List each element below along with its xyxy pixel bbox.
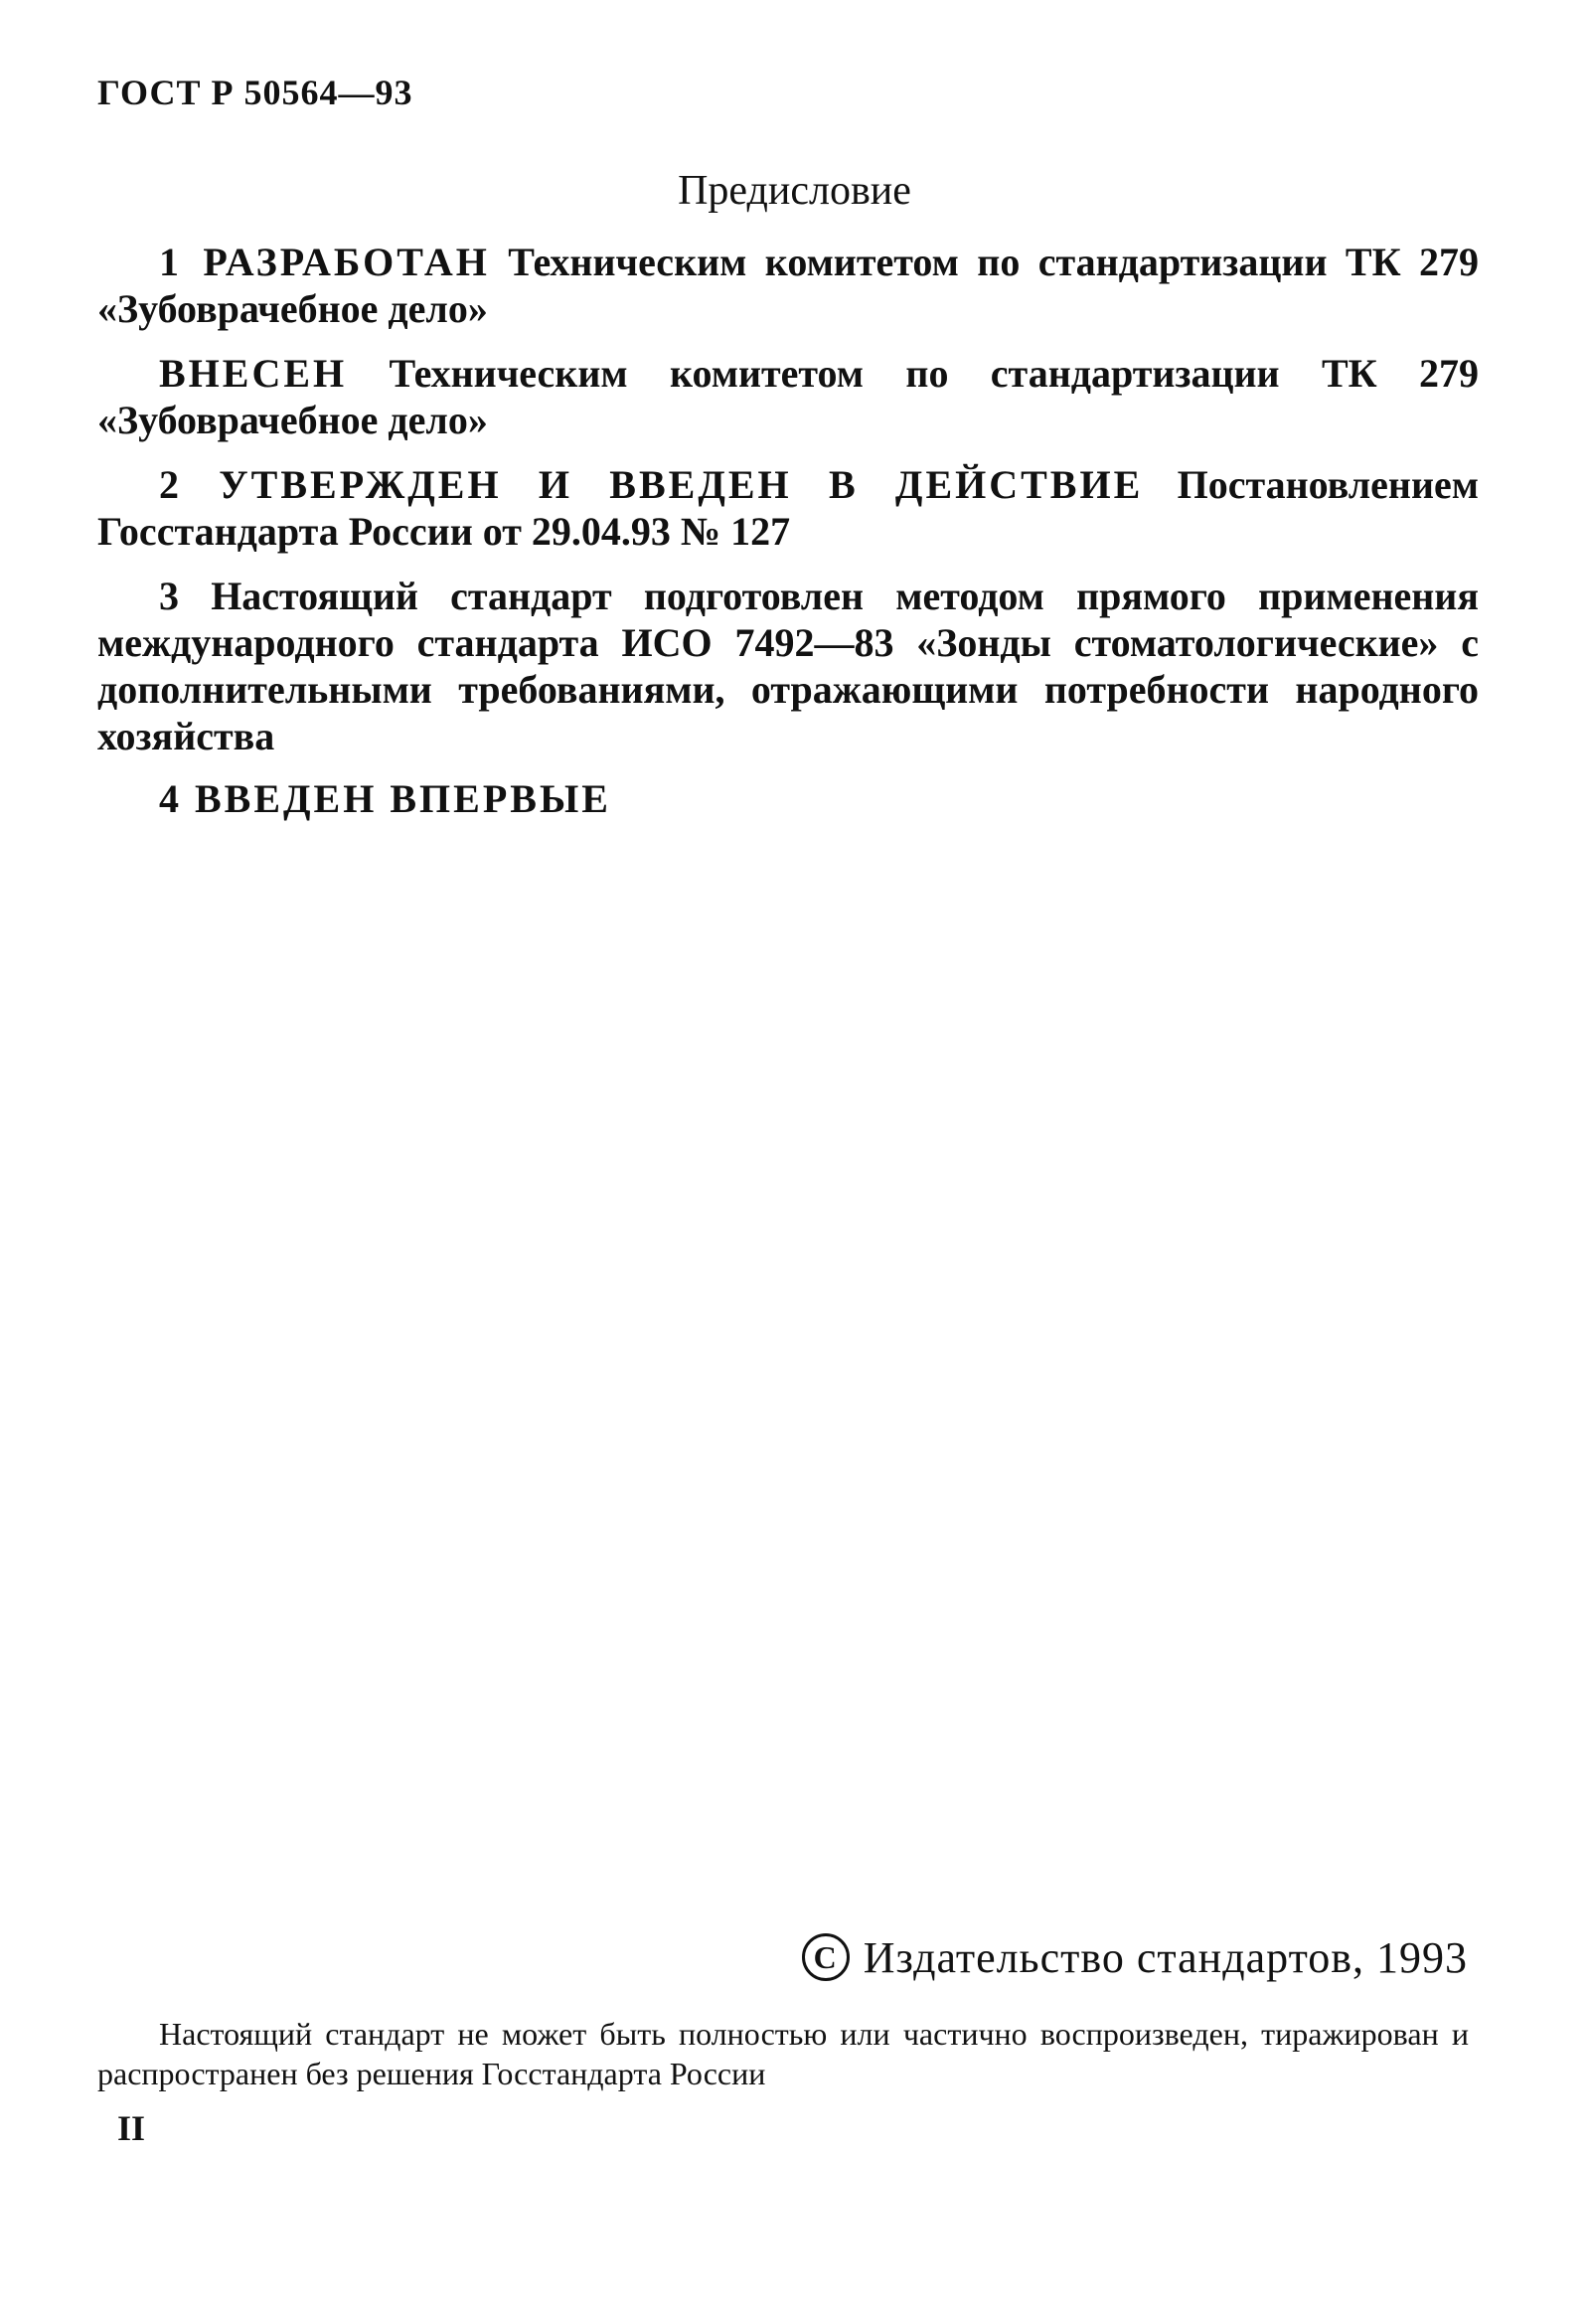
foreword-item-introduced [97, 350, 1479, 443]
document-code: ГОСТ Р 50564—93 [97, 73, 413, 112]
foreword-item-developed [97, 239, 1479, 332]
copyright-line [802, 1932, 1468, 1983]
foreword-item-introduced-text: Техническим комитетом по стандартизации ТК 279 «Зубоврачебное дело» [97, 351, 1479, 442]
foreword-item-first-introduced: 4 ВВЕДЕН ВПЕРВЫЕ [159, 776, 611, 821]
page-number: II [117, 2108, 146, 2148]
copyright-icon: С [802, 1933, 850, 1981]
foreword-item-method: 3 Настоящий стандарт подготовлен методом прямого применения международного стандарта ИСО 7492—83 «Зонды стоматологические» с дополнительными требованиями, отражающими потребности народного хозяйства [97, 574, 1479, 758]
foreword-item-approved-lead: 2 УТВЕРЖДЕН И ВВЕДЕН В ДЕЙСТВИЕ [159, 462, 1144, 507]
foreword-item-developed-lead: 1 РАЗРАБОТАН [159, 240, 490, 284]
foreword-item-developed-text: Техническим комитетом по стандартизации ТК 279 «Зубоврачебное дело» [97, 240, 1480, 331]
reproduction-notice: Настоящий стандарт не может быть полностью или частично воспроизведен, тиражирован и распространен без решения Госстандарта России [97, 2016, 1469, 2091]
foreword-title: Предисловие [678, 168, 911, 214]
foreword-item-approved-text: Постановлением Госстандарта России от 29.04.93 № 127 [97, 462, 1479, 554]
foreword-item-introduced-lead: ВНЕСЕН [159, 351, 348, 396]
copyright-text: Издательство стандартов, 1993 [863, 1933, 1468, 1982]
foreword-item-approved [97, 461, 1479, 555]
